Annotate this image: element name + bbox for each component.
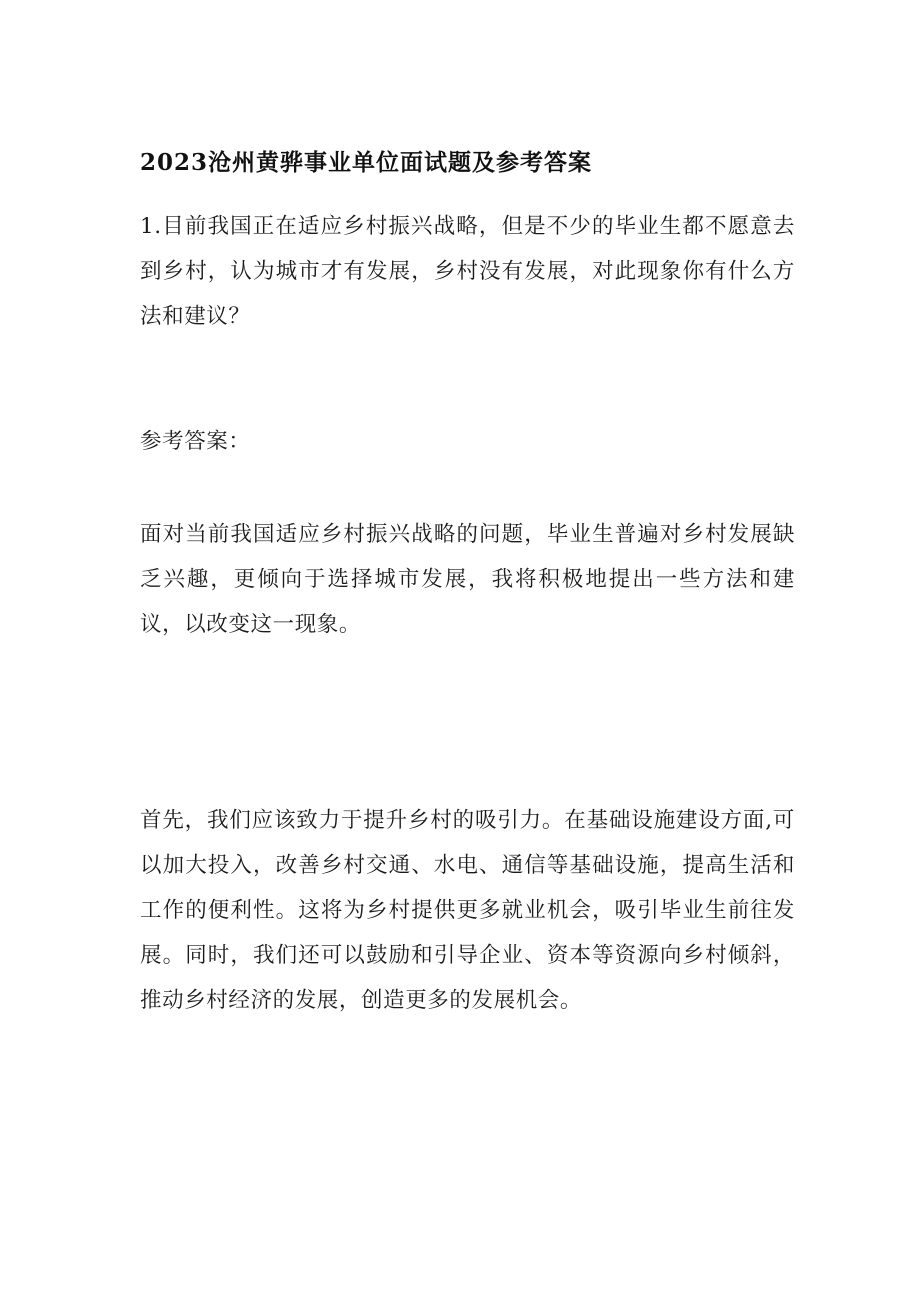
answer-label: 参考答案： [140,429,251,454]
question-text: 1.目前我国正在适应乡村振兴战略，但是不少的毕业生都不愿意去到乡村，认为城市才有发展，乡村没有发展，对此现象你有什么方法和建议？ [140,214,795,329]
answer-intro-paragraph: 面对当前我国适应乡村振兴战略的问题，毕业生普遍对乡村发展缺乏兴趣，更倾向于选择城市发展，我将积极地提出一些方法和建议，以改变这一现象。 [140,522,795,637]
document-title: 2023沧州黄骅事业单位面试题及参考答案 [140,149,593,176]
answer-point-paragraph: 首先，我们应该致力于提升乡村的吸引力。在基础设施建设方面,可以加大投入，改善乡村交通、水电、通信等基础设施，提高生活和工作的便利性。这将为乡村提供更多就业机会，吸引毕业生前往发展。同时，我们还可以鼓励和引导企业、资本等资源向乡村倾斜，推动乡村经济的发展，创造更多的发展机会。 [140,808,795,1013]
